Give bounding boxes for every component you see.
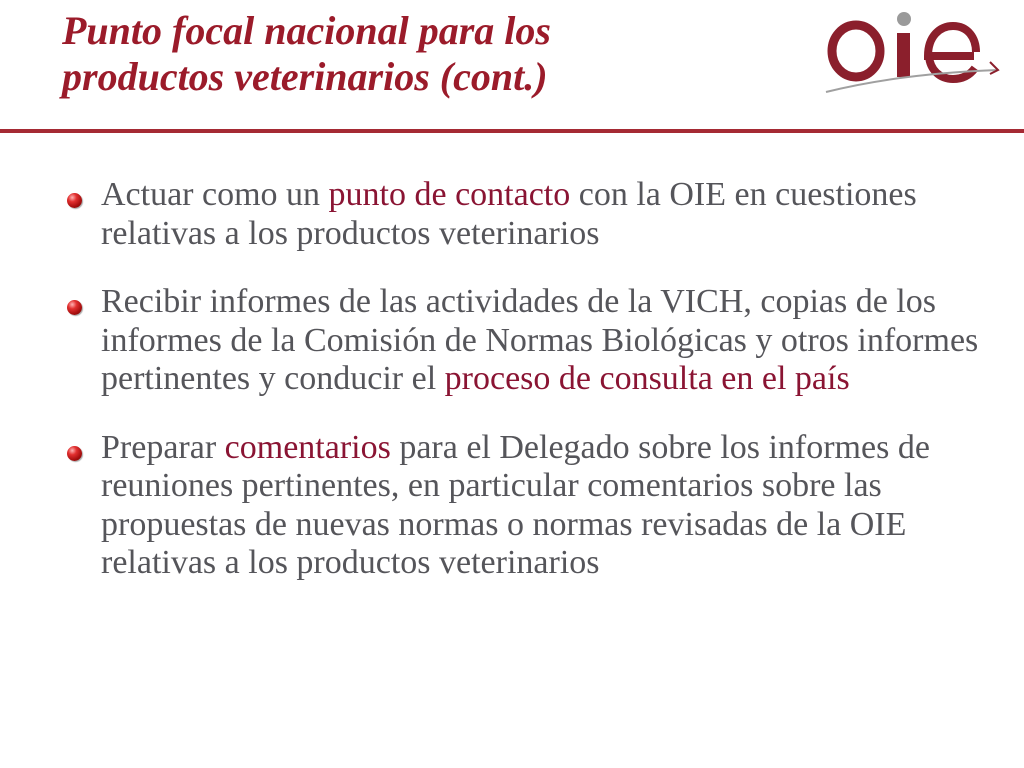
bullet-text-pre: Recibir informes de las actividades de la VICH, copias de los informes de la Comisión de Normas Biológicas y otros informes pertinentes y conducir el [101, 283, 979, 397]
bullet-highlight: comentarios [224, 428, 391, 466]
bullet-item-reports [64, 283, 984, 399]
bullet-highlight: punto de contacto [328, 176, 571, 213]
bullet-list [64, 176, 984, 613]
title-divider [0, 129, 1024, 133]
oie-logo-icon [822, 6, 1002, 102]
bullet-highlight: proceso de consulta en el país [444, 360, 850, 397]
slide-title-line-2: productos veterinarios (cont.) [62, 54, 548, 99]
slide-title-line-1: Punto focal nacional para los [62, 8, 551, 53]
bullet-icon [67, 193, 82, 208]
bullet-item-contact [64, 176, 984, 253]
bullet-text-pre: Preparar [101, 428, 225, 466]
bullet-text-post: con la OIE en cuestiones relativas a los productos veterinarios [101, 176, 917, 252]
bullet-text-pre: Actuar como un [101, 176, 329, 213]
slide-title [62, 8, 782, 100]
bullet-text-post: para el Delegado sobre los informes de reuniones pertinentes, en particular comentarios sobre las propuestas de nuevas normas o normas revisadas de la OIE relativas a los productos veterinarios [101, 428, 930, 581]
bullet-icon [67, 300, 82, 315]
bullet-icon [67, 446, 82, 461]
bullet-item-comments [64, 429, 984, 583]
